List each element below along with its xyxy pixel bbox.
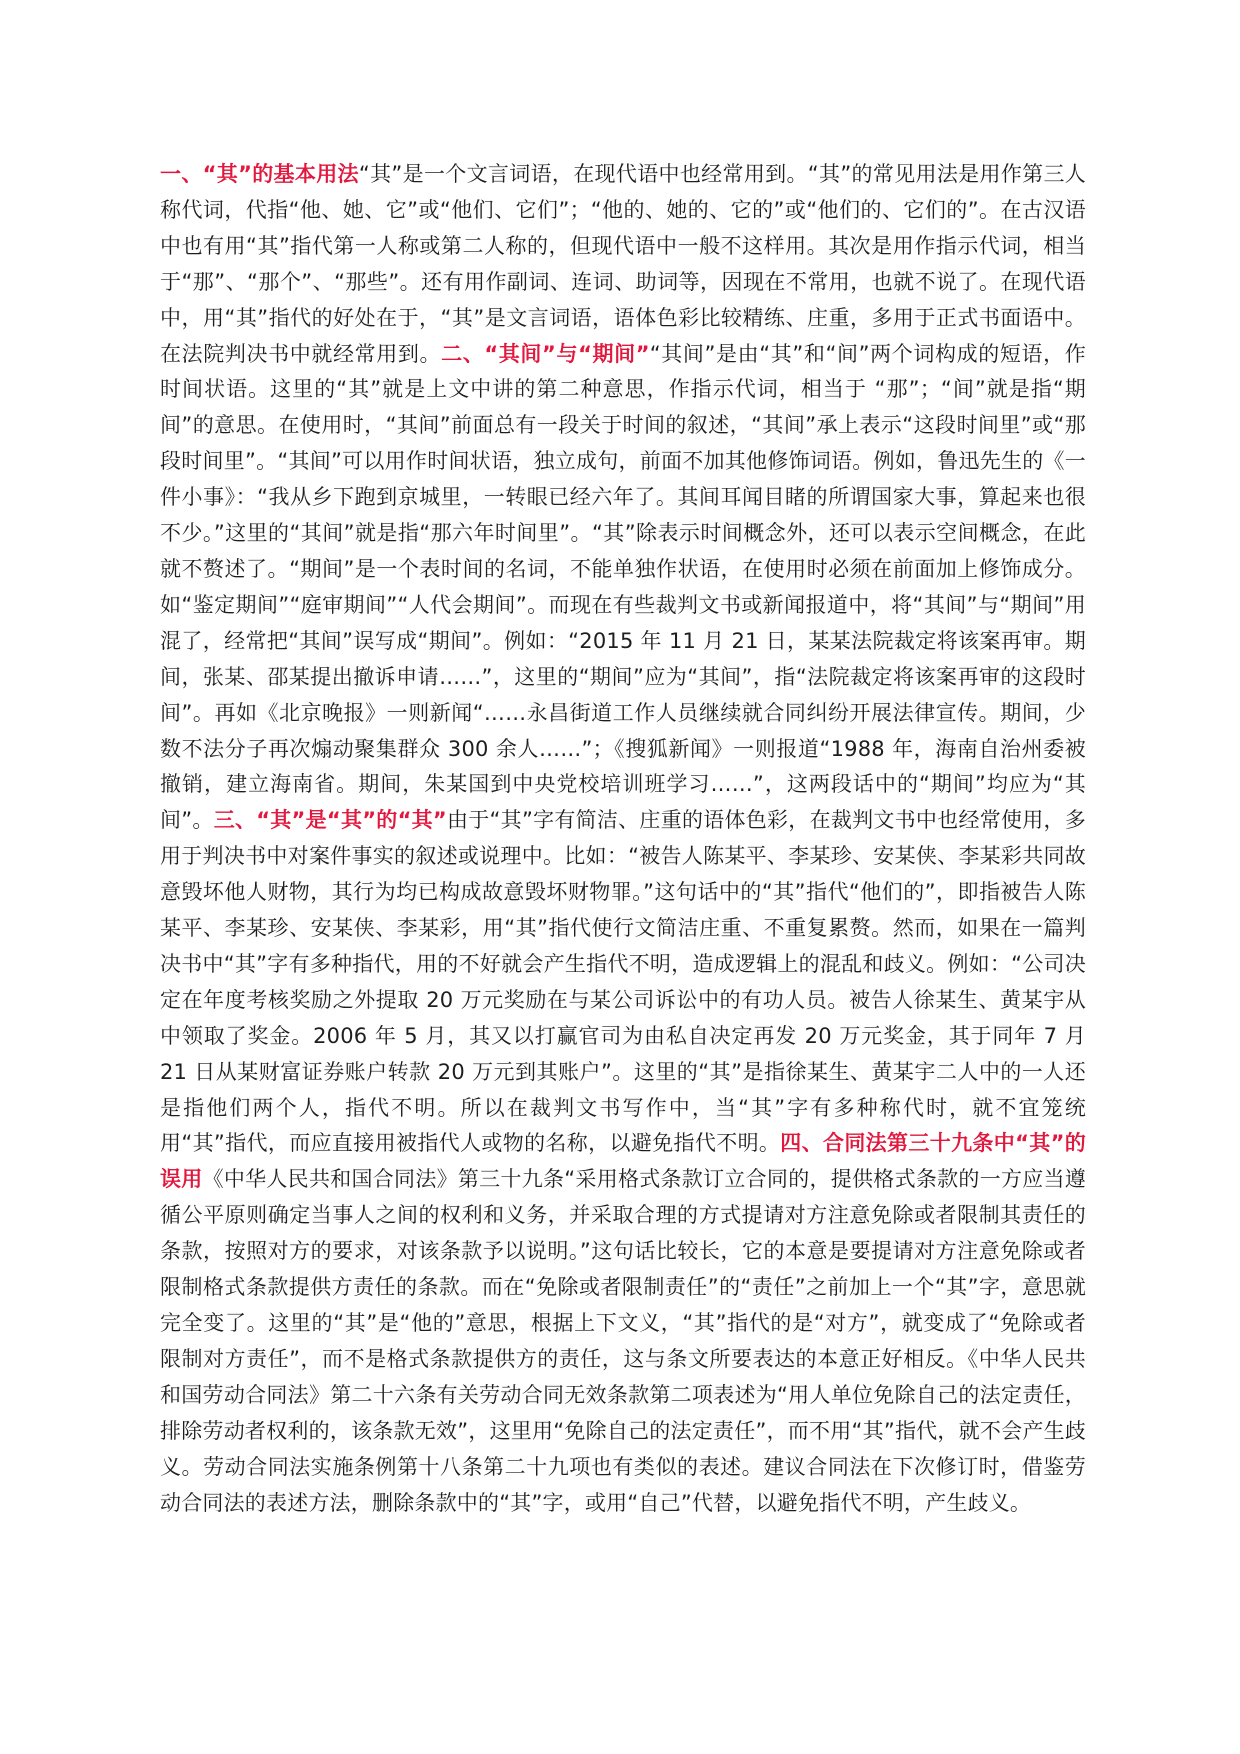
document-page — [160, 157, 1086, 1521]
section-body-4: 《中华人民共和国合同法》第三十九条“采用格式条款订立合同的，提供格式条款的一方应当遵循公平原则确定当事人之间的权利和义务，并采取合理的方式提请对方注意免除或者限制其责任的条款，按照对方的要求，对该条款予以说明。”这句话比较长，它的本意是要提请对方注意免除或者限制格式条款提供方责任的条款。而在“免除或者限制责任”的“责任”之前加上一个“其”字，意思就完全变了。这里的“其”是“他的”意思，根据上下文义，“其”指代的是“对方”，就变成了“免除或者限制对方责任”，而不是格式条款提供方的责任，这与条文所要表达的本意正好相反。《中华人民共和国劳动合同法》第二十六条有关劳动合同无效条款第二项表述为“用人单位免除自己的法定责任，排除劳动者权利的，该条款无效”，这里用“免除自己的法定责任”，而不用“其”指代，就不会产生歧义。劳动合同法实施条例第十八条第二十九项也有类似的表述。建议合同法在下次修订时，借鉴劳动合同法的表述方法，删除条款中的“其”字，或用“自己”代替，以避免指代不明，产生歧义。 — [160, 1167, 1086, 1515]
article-paragraph — [160, 157, 1086, 1521]
section-heading-4: 四、合同法第三十九条中“其”的误用 — [160, 1131, 1086, 1192]
section-heading-2: 二、“其间”与“期间” — [441, 341, 650, 366]
section-heading-3: 三、“其”是“其”的“其” — [213, 808, 447, 833]
section-body-3: 由于“其”字有简洁、庄重的语体色彩，在裁判文书中也经常使用，多用于判决书中对案件事实的叙述或说理中。比如：“被告人陈某平、李某珍、安某侠、李某彩共同故意毁坏他人财物，其行为均已构成故意毁坏财物罪。”这句话中的“其”指代“他们的”，即指被告人陈某平、李某珍、安某侠、李某彩，用“其”指代使行文简洁庄重、不重复累赘。然而，如果在一篇判决书中“其”字有多种指代，用的不好就会产生指代不明，造成逻辑上的混乱和歧义。例如：“公司决定在年度考核奖励之外提取 20 万元奖励在与某公司诉讼中的有功人员。被告人徐某生、黄某宇从中领取了奖金。2006 年 5 月，其又以打赢官司为由私自决定再发 20 万元奖金，其于同年 7 月 21 日从某财富证券账户转款 20 万元到其账户”。这里的“其”是指徐某生、黄某宇二人中的一人还是指他们两个人，指代不明。所以在裁判文书写作中，当“其”字有多种称代时，就不宜笼统用“其”指代，而应直接用被指代人或物的名称，以避免指代不明。 — [160, 808, 1086, 1156]
section-body-1: “其”是一个文言词语，在现代语中也经常用到。“其”的常见用法是用作第三人称代词，代指“他、她、它”或“他们、它们”；“他的、她的、它的”或“他们的、它们的”。在古汉语中也有用“其”指代第一人称或第二人称的，但现代语中一般不这样用。其次是用作指示代词，相当于“那”、“那个”、“那些”。还有用作副词、连词、助词等，因现在不常用，也就不说了。在现代语中，用“其”指代的好处在于，“其”是文言词语，语体色彩比较精练、庄重，多用于正式书面语中。在法院判决书中就经常用到。 — [160, 162, 1087, 366]
section-heading-1: 一、“其”的基本用法 — [160, 162, 359, 186]
section-body-2: “其间”是由“其”和“间”两个词构成的短语，作时间状语。这里的“其”就是上文中讲的第二种意思，作指示代词，相当于 “那”；“间”就是指“期间”的意思。在使用时，“其间”前面总有一段关于时间的叙述，“其间”承上表示“这段时间里”或“那段时间里”。“其间”可以用作时间状语，独立成句，前面不加其他修饰词语。例如，鲁迅先生的《一件小事》：“我从乡下跑到京城里，一转眼已经六年了。其间耳闻目睹的所谓国家大事，算起来也很不少。”这里的“其间”就是指“那六年时间里”。“其”除表示时间概念外，还可以表示空间概念，在此就不赘述了。“期间”是一个表时间的名词，不能单独作状语，在使用时必须在前面加上修饰成分。如“鉴定期间”“庭审期间”“人代会期间”。而现在有些裁判文书或新闻报道中，将“其间”与“期间”用混了，经常把“其间”误写成“期间”。例如：“2015 年 11 月 21 日，某某法院裁定将该案再审。期间，张某、邵某提出撤诉申请……”，这里的“期间”应为“其间”，指“法院裁定将该案再审的这段时间”。再如《北京晚报》一则新闻“……永昌街道工作人员继续就合同纠纷开展法律宣传。期间，少数不法分子再次煽动聚集群众 300 余人……”；《搜狐新闻》一则报道“1988 年，海南自治州委被撤销，建立海南省。期间，朱某国到中央党校培训班学习……”，这两段话中的“期间”均应为“其间”。 — [160, 341, 1086, 833]
